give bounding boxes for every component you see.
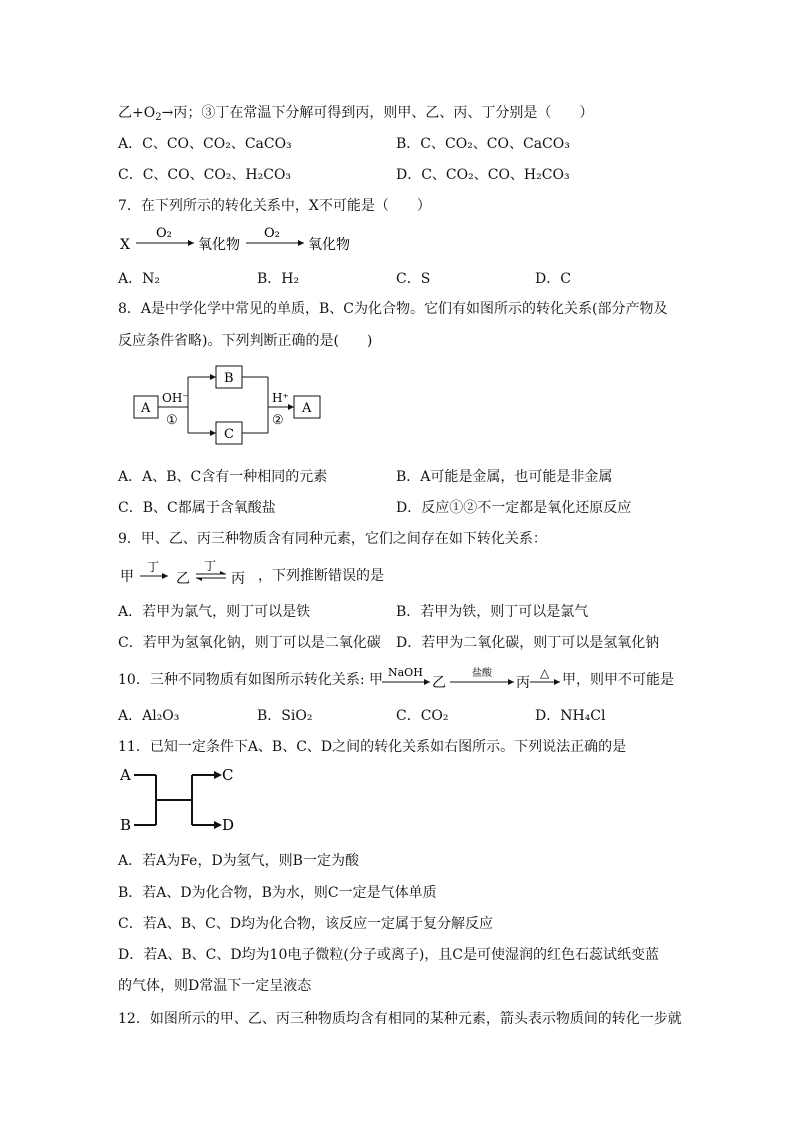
q7-product-1: 氧化物 xyxy=(198,237,240,253)
q10-stem-end: 甲，则甲不可能是 xyxy=(562,672,674,688)
q7-option-b[interactable]: B．H₂ xyxy=(257,271,300,287)
q11-option-b[interactable]: B．若A、D为化合物，B为水，则C一定是气体单质 xyxy=(118,885,437,901)
q8-step-1: ① xyxy=(166,413,178,428)
q6-option-a[interactable]: A．C、CO、CO₂、CaCO₃ xyxy=(118,136,292,152)
q10-stem-start: 10．三种不同物质有如图所示转化关系: 甲 xyxy=(118,672,383,688)
q11-a: A xyxy=(120,766,131,784)
q9-option-b[interactable]: B．若甲为铁，则丁可以是氯气 xyxy=(396,604,589,620)
q7-reagent-2: O₂ xyxy=(264,226,280,241)
q12-stem: 12．如图所示的甲、乙、丙三种物质均含有相同的某种元素，箭头表示物质间的转化一步就 xyxy=(118,1011,682,1027)
q7-x: X xyxy=(120,237,130,253)
q7-diagram xyxy=(118,222,358,256)
q8-option-c[interactable]: C．B、C都属于含氧酸盐 xyxy=(118,500,276,516)
q7-option-a[interactable]: A．N₂ xyxy=(118,271,160,287)
q8-box-a-start: A xyxy=(141,401,151,416)
q8-stem-line-2: 反应条件省略)。下列判断正确的是( ) xyxy=(118,333,373,349)
q8-stem-line-1: 8．A是中学化学中常见的单质，B、C为化合物。它们有如图所示的转化关系(部分产物及 xyxy=(118,301,668,317)
q8-diagram xyxy=(130,364,330,450)
q7-stem: 7．在下列所示的转化关系中，X不可能是（ ） xyxy=(118,198,431,214)
q8-step-2: ② xyxy=(272,413,284,428)
q10-bing: 丙 xyxy=(516,675,530,691)
q9-reagent-2: 丁 xyxy=(204,560,217,573)
q8-reagent-oh: OH⁻ xyxy=(162,391,189,405)
q10-yi: 乙 xyxy=(432,675,446,691)
q6-stem: 乙$+O_2\to$丙；③丁在常温下分解可得到丙，则甲、乙、丙、丁分别是（ ） xyxy=(118,105,594,123)
q9-jia: 甲 xyxy=(120,569,134,585)
q7-product-2: 氧化物 xyxy=(308,237,350,253)
q9-option-d[interactable]: D．若甲为二氧化碳，则丁可以是氢氧化钠 xyxy=(396,635,660,651)
q8-reagent-h: H⁺ xyxy=(272,391,289,405)
q9-yi: 乙 xyxy=(176,571,190,587)
q11-option-d[interactable]: D．若A、B、C、D均为10电子微粒(分子或离子)，且C是可使湿润的红色石蕊试纸变蓝 xyxy=(118,947,660,963)
q8-option-d[interactable]: D．反应①②不一定都是氧化还原反应 xyxy=(396,500,632,516)
q11-diagram xyxy=(118,764,248,836)
q8-option-a[interactable]: A．A、B、C含有一种相同的元素 xyxy=(118,469,328,485)
q6-option-c[interactable]: C．C、CO、CO₂、H₂CO₃ xyxy=(118,167,292,183)
q11-option-d-cont: 的气体，则D常温下一定呈液态 xyxy=(118,978,312,994)
q10-option-d[interactable]: D．NH₄Cl xyxy=(535,708,606,724)
q9-reagent-1: 丁 xyxy=(147,560,160,574)
q8-box-a-end: A xyxy=(302,401,312,416)
q10-heat-arrow xyxy=(530,662,564,692)
q11-b: B xyxy=(120,816,132,834)
q10-option-c[interactable]: C．CO₂ xyxy=(396,708,449,724)
q8-box-b: B xyxy=(224,371,234,386)
q9-bing: 丙 xyxy=(231,571,245,587)
q10-reagent-2: 盐酸 xyxy=(472,668,492,679)
q7-reagent-1: O₂ xyxy=(156,226,172,241)
q7-option-c[interactable]: C．S xyxy=(396,271,431,287)
q10-reagent-1: NaOH xyxy=(388,666,423,679)
q9-stem-tail: ，下列推断错误的是 xyxy=(258,568,384,584)
q8-option-b[interactable]: B．A可能是金属，也可能是非金属 xyxy=(396,469,613,485)
q11-option-a[interactable]: A．若A为Fe，D为氢气，则B一定为酸 xyxy=(118,853,359,869)
q9-option-a[interactable]: A．若甲为氯气，则丁可以是铁 xyxy=(118,604,311,620)
q10-option-b[interactable]: B．SiO₂ xyxy=(257,708,313,724)
q6-option-b[interactable]: B．C、CO₂、CO、CaCO₃ xyxy=(396,136,570,152)
q10-reagent-3: △ xyxy=(540,666,550,680)
q9-diagram xyxy=(118,560,258,590)
q10-diagram xyxy=(380,662,540,692)
q11-d: D xyxy=(222,816,235,834)
q6-option-d[interactable]: D．C、CO₂、CO、H₂CO₃ xyxy=(396,167,570,183)
q11-stem: 11．已知一定条件下A、B、C、D之间的转化关系如右图所示。下列说法正确的是 xyxy=(118,739,627,755)
q10-option-a[interactable]: A．Al₂O₃ xyxy=(118,708,180,724)
q11-c: C xyxy=(222,766,234,784)
q8-box-c: C xyxy=(224,427,234,442)
q11-option-c[interactable]: C．若A、B、C、D均为化合物，该反应一定属于复分解反应 xyxy=(118,916,494,932)
q7-option-d[interactable]: D．C xyxy=(535,271,571,287)
q9-option-c[interactable]: C．若甲为氢氧化钠，则丁可以是二氧化碳 xyxy=(118,635,381,651)
q9-stem: 9．甲、乙、丙三种物质含有同种元素，它们之间存在如下转化关系： xyxy=(118,531,547,547)
